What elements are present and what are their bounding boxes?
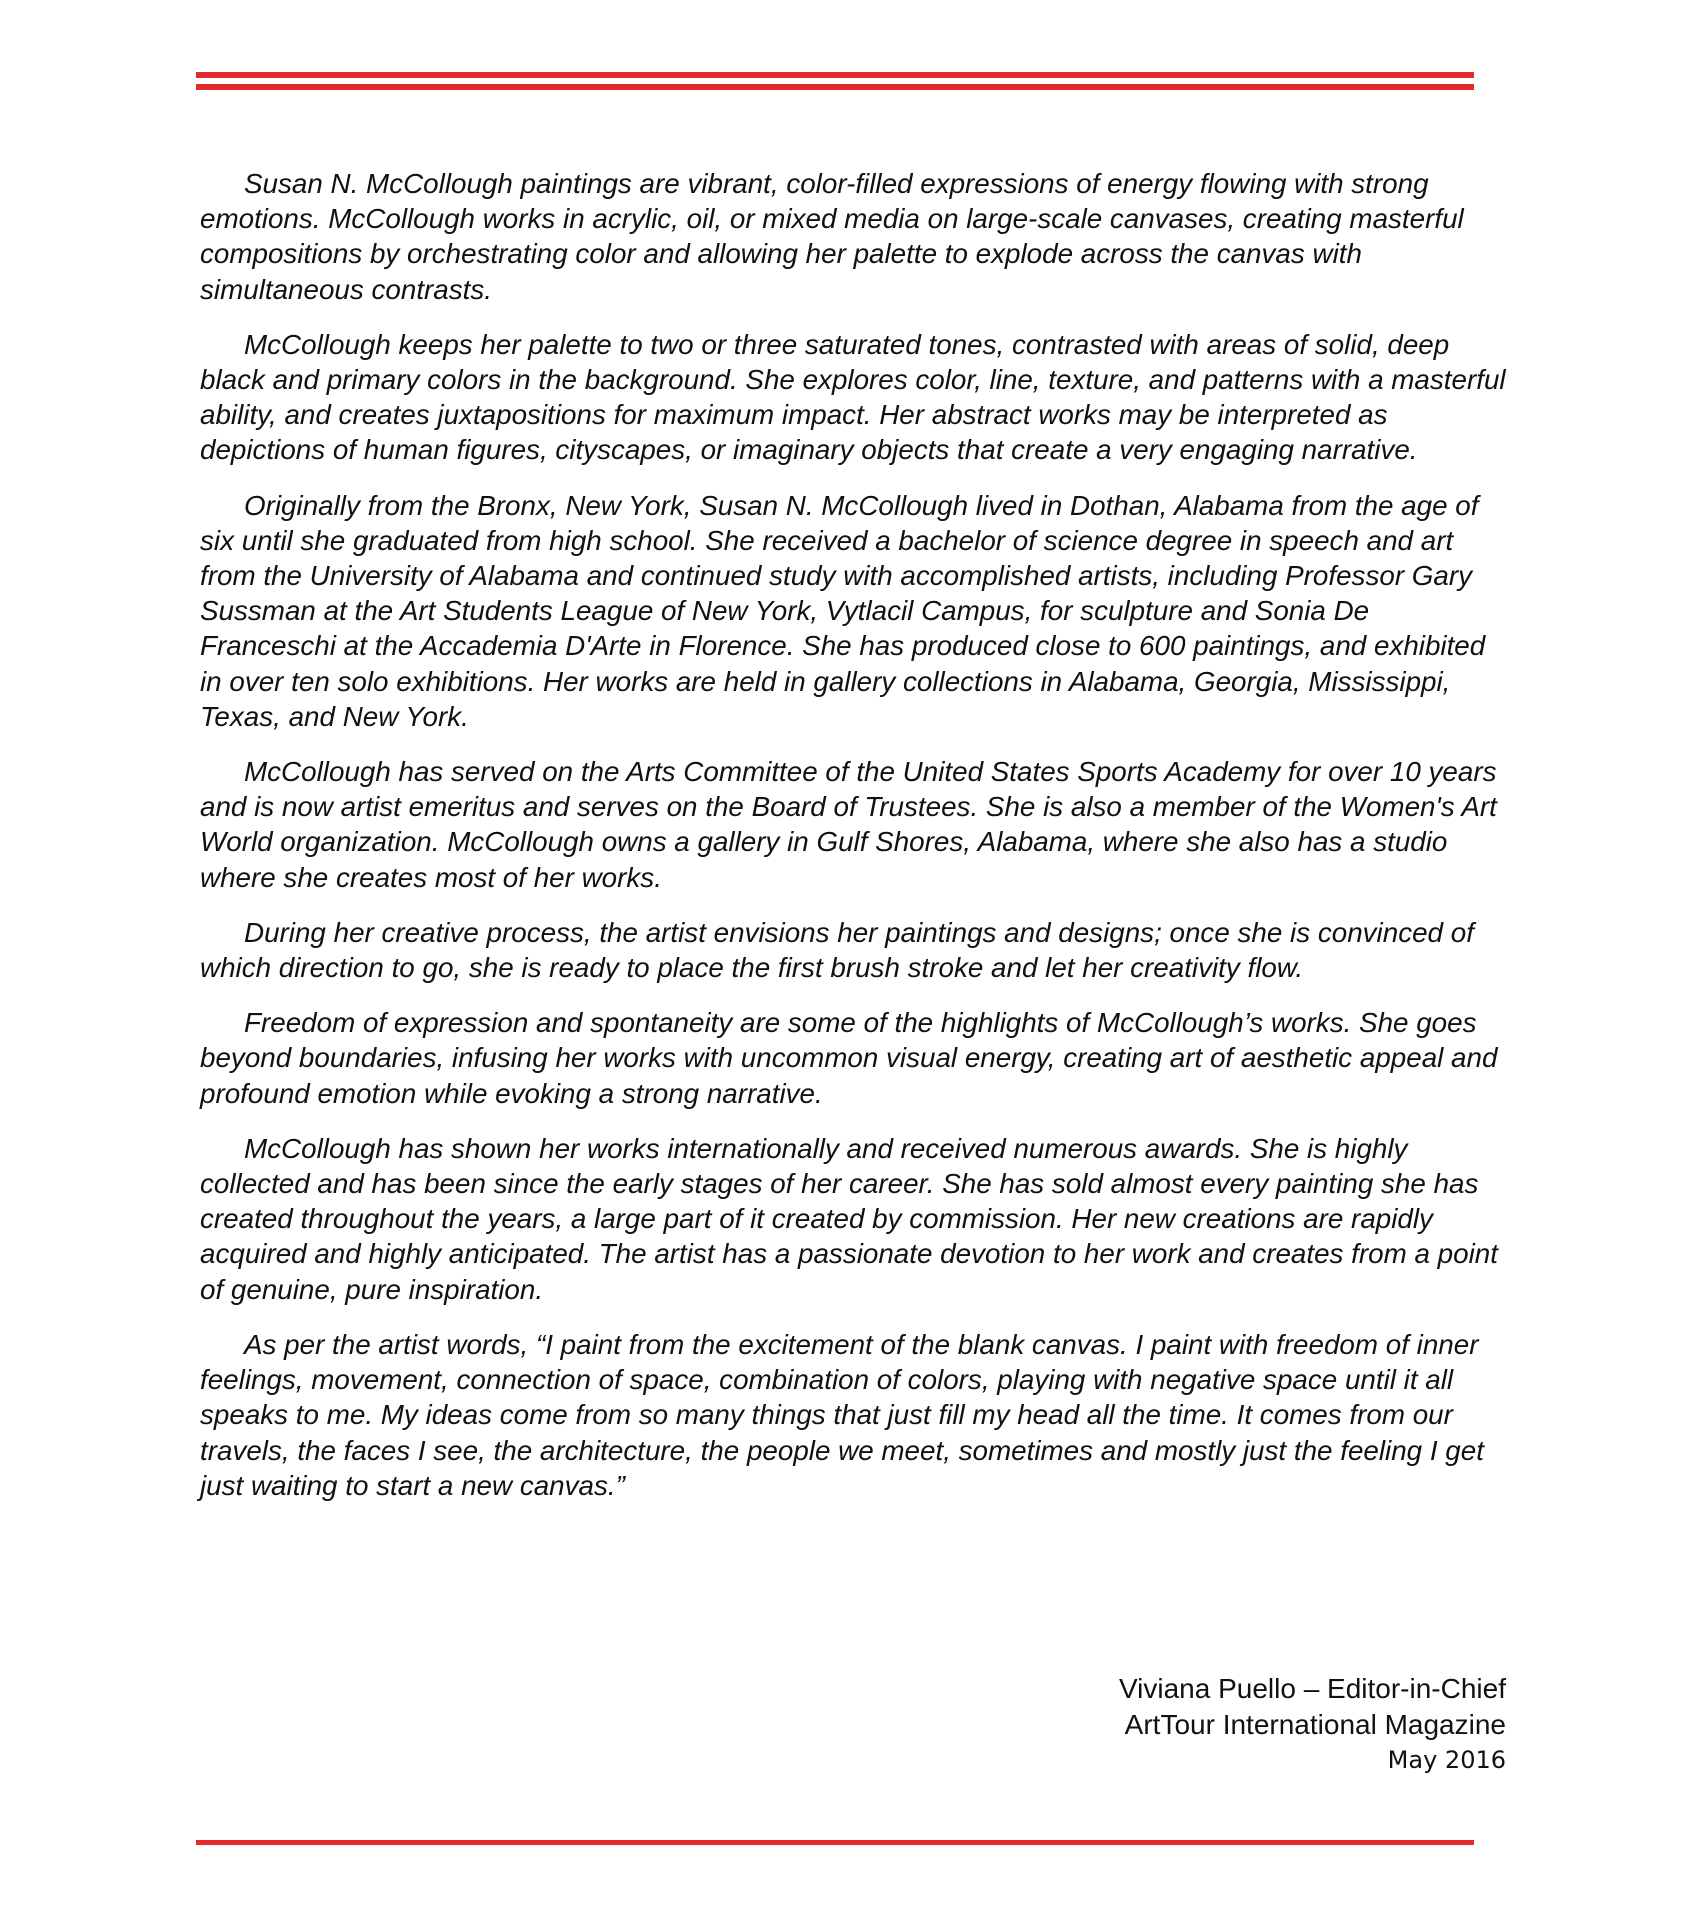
signature-publication: ArtTour International Magazine (1124, 1709, 1506, 1740)
bottom-red-rule (196, 1840, 1474, 1845)
paragraph-recognition: McCollough has shown her works internationally and received numerous awards. She is highly collected and has been since the early stages of her career. She has sold almost every painting she has created throughout the years, a large part of it created by commission. Her new creations are rapidly acquired and highly anticipated. The artist has a passionate devotion to her work and creates from a point of genuine, pure inspiration. (200, 1132, 1498, 1305)
paragraph-intro: Susan N. McCollough paintings are vibrant, color-filled expressions of energy flowing with strong emotions. McCollough works in acrylic, oil, or mixed media on large-scale canvases, creating masterful compositions by orchestrating color and allowing her palette to explode across the canvas with simultaneous contrasts. (200, 168, 1464, 305)
signature-author: Viviana Puello – Editor-in-Chief (1118, 1673, 1506, 1704)
article-body (200, 166, 1510, 1523)
signature-date: May 2016 (1387, 1746, 1506, 1774)
top-red-rule-lower (196, 84, 1474, 90)
paragraph-affiliations: McCollough has served on the Arts Committee of the United States Sports Academy for over 10 years and is now artist emeritus and serves on the Board of Trustees. She is also a member of the Women's Art World organization. McCollough owns a gallery in Gulf Shores, Alabama, where she also has a studio where she creates most of her works. (200, 756, 1497, 893)
paragraph-palette: McCollough keeps her palette to two or three saturated tones, contrasted with areas of solid, deep black and primary colors in the background. She explores color, line, texture, and patterns with a masterful ability, and creates juxtapositions for maximum impact. Her abstract works may be interpreted as depictions of human figures, cityscapes, or imaginary objects that create a very engaging narrative. (200, 328, 1506, 466)
paragraph-expression: Freedom of expression and spontaneity are some of the highlights of McCollough’s works. She goes beyond boundaries, infusing her works with uncommon visual energy, creating art of aesthetic appeal and profound emotion while evoking a strong narrative. (200, 1007, 1498, 1109)
signature-block (1119, 1671, 1506, 1777)
paragraph-creative-process: During her creative process, the artist envisions her paintings and designs; once she is convinced of which direction to go, she is ready to place the first brush stroke and let her creativity flow. (200, 916, 1474, 984)
paragraph-artist-quote: As per the artist words, “I paint from the excitement of the blank canvas. I paint with freedom of inner feelings, movement, connection of space, combination of colors, playing with negative space until it all speaks to me. My ideas come from so many things that just fill my head all the time. It comes from our travels, the faces I see, the architecture, the people we meet, sometimes and mostly just the feeling I get just waiting to start a new canvas.” (200, 1328, 1484, 1501)
top-red-rule-upper (196, 72, 1474, 78)
paragraph-biography: Originally from the Bronx, New York, Susan N. McCollough lived in Dothan, Alabama from the age of six until she graduated from high school. She received a bachelor of science degree in speech and art from the University of Alabama and continued study with accomplished artists, including Professor Gary Sussman at the Art Students League of New York, Vytlacil Campus, for sculpture and Sonia De Franceschi at the Accademia D'Arte in Florence. She has produced close to 600 paintings, and exhibited in over ten solo exhibitions. Her works are held in gallery collections in Alabama, Georgia, Mississippi, Texas, and New York. (200, 489, 1486, 732)
